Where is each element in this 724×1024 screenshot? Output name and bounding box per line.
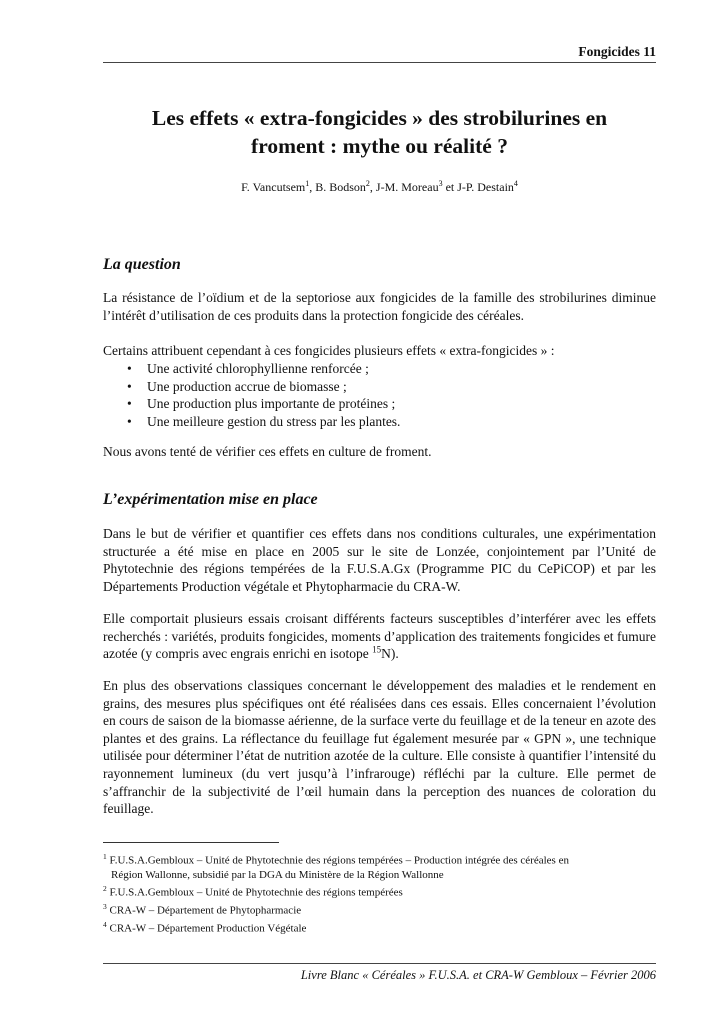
footnote (103, 918, 656, 936)
footnote-text: CRA-W – Département Production Végétale (109, 922, 307, 935)
title-line-1: Les effets « extra-fongicides » des strobilurines en (151, 106, 608, 130)
paragraph: Dans le but de vérifier et quantifier ces effets dans nos conditions culturales, une expérimentation structurée a été mise en place en 2005 sur le site de Lonzée, conjointement par l’Unité de Phytotechnie des régions tempérées de la F.U.S.A.Gx (Programme PIC du CePiCOP) et par les Départements Production végétale et Phytopharmacie du CRA-W. (103, 526, 656, 594)
author-separator: et (442, 180, 458, 194)
paragraph-text: Elle comportait plusieurs essais croisant différents facteurs susceptibles d’interférer avec les effets recherchés : variétés, produits fongicides, moments d’application des traitements fongicides et fumure azotée (y compris avec engrais enrichi en isotope (103, 611, 656, 662)
author-separator: , (309, 180, 316, 194)
isotope-superscript: 15 (372, 644, 382, 655)
footnote (103, 850, 656, 882)
footnote (103, 882, 656, 900)
list-item: • Une activité chlorophyllienne renforcée ; (127, 360, 400, 378)
section-heading-question: La question (103, 256, 181, 273)
footnote-rule (103, 842, 279, 843)
footnote-text-continued: Région Wallonne, subsidié par la DGA du Ministère de la Région Wallonne (111, 868, 444, 881)
header-rule (103, 62, 656, 63)
paragraph: Certains attribuent cependant à ces fongicides plusieurs effets « extra-fongicides » : (103, 343, 555, 358)
author: J-P. Destain (457, 180, 514, 194)
author: J-M. Moreau (375, 180, 439, 194)
footnote-text: F.U.S.A.Gembloux – Unité de Phytotechnie des régions tempérées (109, 886, 403, 899)
footer-rule (103, 963, 656, 964)
author-affiliation-mark: 1 (305, 179, 310, 188)
footnote-number: 1 (103, 852, 107, 861)
footnote-number: 3 (103, 901, 107, 911)
section-heading-experiment: L’expérimentation mise en place (103, 491, 318, 508)
author: F. Vancutsem (241, 180, 306, 194)
effects-list (127, 360, 400, 430)
running-footer: Livre Blanc « Céréales » F.U.S.A. et CRA-W Gembloux – Février 2006 (300, 968, 656, 982)
footnote-number: 2 (103, 884, 107, 894)
author-affiliation-mark: 3 (438, 179, 443, 188)
footnote (103, 900, 656, 918)
paragraph: En plus des observations classiques concernant le développement des maladies et le rendement en grains, des mesures plus spécifiques ont été réalisées dans ces essais. Elles concernaient l’évolution en cours de saison de la biomasse aérienne, de la surface verte du feuillage et de la teneur en azote des plantes et des grains. La réflectance du feuillage fut également mesurée par « GPN », une technique utilisée pour déterminer l’état de nutrition azotée de la culture. Elle consiste à quantifier l’intensité du rayonnement lumineux (du vert jusqu’à l’infrarouge) réfléchi par la culture. Elle permet de s’affranchir de la subjectivité de l’œil humain dans la perception des nuances de coloration du feuillage. (103, 678, 656, 817)
author-affiliation-mark: 2 (365, 179, 370, 188)
footnotes (103, 850, 656, 936)
running-header: Fongicides 11 (578, 44, 656, 59)
authors-line (103, 179, 656, 195)
list-item: • Une production plus importante de protéines ; (127, 395, 400, 413)
footnote-text: CRA-W – Département de Phytopharmacie (109, 904, 302, 917)
footnote-text: F.U.S.A.Gembloux – Unité de Phytotechnie des régions tempérées – Production intégrée des céréales en (109, 854, 569, 867)
paragraph: Nous avons tenté de vérifier ces effets en culture de froment. (103, 444, 432, 459)
footnote-number: 4 (103, 919, 107, 929)
article-title (103, 104, 656, 160)
list-item: • Une production accrue de biomasse ; (127, 378, 400, 396)
paragraph (103, 610, 656, 663)
author: B. Bodson (315, 180, 366, 194)
title-line-2: froment : mythe ou réalité ? (251, 134, 508, 158)
paragraph: La résistance de l’oïdium et de la septoriose aux fongicides de la famille des strobilurines diminue l’intérêt d’utilisation de ces produits dans la protection fongicide des céréales. (103, 290, 656, 323)
paragraph-text: N). (381, 646, 399, 662)
author-affiliation-mark: 4 (513, 179, 518, 188)
author-separator: , (369, 180, 376, 194)
list-item: • Une meilleure gestion du stress par les plantes. (127, 413, 400, 431)
